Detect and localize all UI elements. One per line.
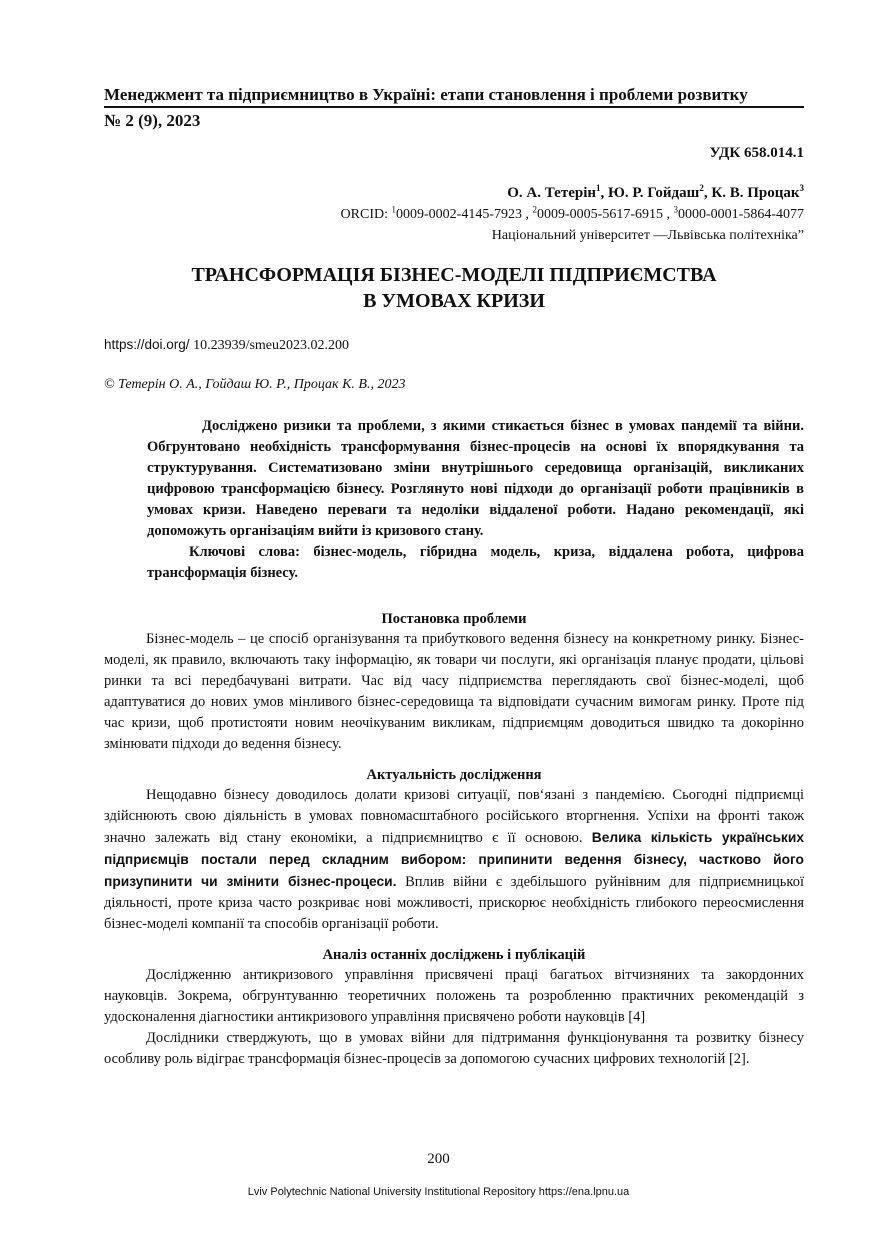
paragraph: Дослідники стверджують, що в умовах війни для підтримання функціонування та розвитку бізнесу особливу роль відіграє трансформація бізнес-процесів за допомогою сучасних цифрових технологій [2].: [104, 1030, 804, 1067]
orcid-2-sup: 2: [532, 204, 537, 215]
orcid-label: ORCID:: [340, 207, 388, 222]
affiliation: Національний університет ―Львівська політехніка”: [491, 228, 804, 243]
keywords: [147, 542, 804, 584]
author-2: Ю. Р. Гойдаш: [608, 185, 700, 201]
orcid-3: 0000-0001-5864-4077: [678, 207, 804, 222]
abstract: [147, 416, 804, 584]
section-gap: [104, 935, 804, 945]
abstract-text: Досліджено ризики та проблеми, з якими стикається бізнес в умовах пандемії та війни. Обгрунтовано необхідність трансформування бізнес-процесів на основі їх впорядкування та структурування. Систематизовано зміни внутрішнього середовища організацій, викликаних цифровою трансформацією бізнесу. Розглянуто нові підходи до організації роботи працівників в умовах кризи. Наведено переваги та недоліки віддаленої роботи. Надано рекомендації, які допоможуть організаціям вийти із кризового стану.: [147, 418, 804, 539]
keywords-list: : бізнес-модель, гібридна модель, криза, віддалена робота, цифрова трансформація бізнесу.: [147, 544, 804, 581]
author-separator: ,: [703, 185, 712, 201]
orcid-3-sup: 3: [673, 204, 678, 215]
author-2-sup: 2: [699, 183, 704, 193]
orcid-separator: ,: [663, 207, 674, 222]
paragraph-part: Вплив війни є здебільшого руйнівним для підприємницької діяльності, проте криза часто розкриває нові можливості, прискорює необхідність глибокого переосмислення бізнес-моделі компанії та способів організації роботи.: [104, 874, 804, 932]
paragraph: [104, 785, 804, 935]
author-3: К. В. Процак: [711, 185, 800, 201]
udk-code: УДК 658.014.1: [709, 145, 804, 161]
section-heading: Аналіз останніх досліджень і публікацій: [322, 947, 586, 963]
orcid-separator: ,: [522, 207, 533, 222]
highlighted-sentence: Велика кількість українських підприємців постали перед складним вибором: припинити ведення бізнесу, частково його призупинити чи змінити бізнес-процеси.: [104, 830, 804, 889]
paper-title: [104, 262, 804, 314]
paragraph: Бізнес-модель – це спосіб організування та прибуткового ведення бізнесу на конкретному ринку. Бізнес-моделі, як правило, включають таку інформацію, як товари чи послуги, які організація планує продати, цільові ринки та всі передбачувані витрати. Час від часу підприємства переглядають свої бізнес-моделі, щоб адаптуватися до нових умов мінливого бізнес-середовища та відповідати сучасним вимогам ринку. Проте під час кризи, щоб протистояти новим неочікуваним викликам, підприємцям доводиться швидко та докорінно змінювати підходи до ведення бізнесу.: [104, 631, 804, 752]
doi-value[interactable]: 10.23939/smeu2023.02.200: [189, 338, 350, 353]
paper-title-line-2: В УМОВАХ КРИЗИ: [363, 290, 545, 312]
issue-number: № 2 (9), 2023: [104, 111, 201, 130]
doi-prefix[interactable]: https://doi.org/: [104, 337, 190, 352]
doi-link[interactable]: [104, 337, 349, 354]
authors-line: [507, 185, 804, 202]
paragraph-part: Нещодавно бізнесу доводилось долати кризові ситуації, пов‘язані з пандемією. Сьогодні підприємці здійснюють свою діяльність в умовах повномасштабного російського вторгнення. Успіхи на фронті також значно залежать від стану економіки, а підприємництво є її основою.: [104, 787, 804, 846]
author-3-sup: 3: [799, 183, 804, 193]
section-gap: [104, 755, 804, 765]
orcid-2: 0009-0005-5617-6915: [537, 207, 663, 222]
paragraph: Дослідженню антикризового управління присвячені праці багатьох вітчизняних та закордонних науковців. Зокрема, обгрунтуванню теоретичних положень та розробленню практичних рекомендацій з удосконалення діагностики антикризового управління присвячено роботи науковців [4]: [104, 967, 804, 1025]
author-1-sup: 1: [596, 183, 601, 193]
section-heading: Постановка проблеми: [381, 611, 527, 627]
author-separator: ,: [600, 185, 609, 201]
orcid-line: [340, 204, 804, 223]
page-number: 200: [427, 1151, 450, 1167]
body-text: [104, 609, 804, 1070]
journal-title: Менеджмент та підприємництво в Україні: етапи становлення і проблеми розвитку: [104, 85, 748, 104]
header-rule: [104, 106, 804, 108]
section-heading: Актуальність дослідження: [366, 767, 542, 783]
author-1: О. А. Тетерін: [507, 185, 597, 201]
orcid-1-sup: 1: [391, 204, 396, 215]
repository-footer: Lviv Polytechnic National University Institutional Repository https://ena.lpnu.ua: [247, 1186, 630, 1198]
copyright-line: © Тетерін О. А., Гойдаш Ю. Р., Процак К. В., 2023: [104, 377, 406, 392]
keywords-label: Ключові слова: [189, 544, 296, 560]
orcid-1: 0009-0002-4145-7923: [396, 207, 522, 222]
paper-title-line-1: ТРАНСФОРМАЦІЯ БІЗНЕС-МОДЕЛІ ПІДПРИЄМСТВА: [191, 264, 717, 286]
